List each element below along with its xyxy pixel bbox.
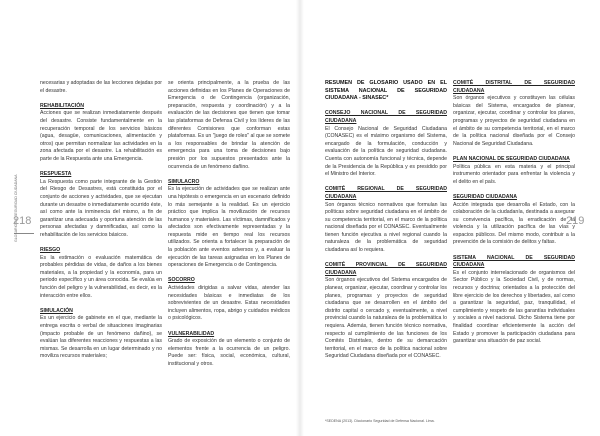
- footnote: *SEDENA (2013). Diccionario Seguridad de Defensa Nacional. Lima.: [325, 419, 435, 423]
- page-number-left: 218: [13, 215, 32, 227]
- glossary-entry: [40, 308, 162, 361]
- glossary-definition: Es la estimación o evaluación matemática de probables pérdidas de vidas, de daños a los bienes materiales, a la propiedad y la economía, para un periodo específico y un área conocida. Se evalúa en función del peligro y la vulnerabilidad, es decir, es la interacción entre ellos.: [40, 254, 162, 299]
- glossary-definition: necesarias y adoptadas de las lecciones dejadas por el desastre.: [40, 80, 162, 94]
- page-number-right: 219: [566, 215, 585, 227]
- glossary-term: PLAN NACIONAL DE SEGURIDAD CIUDADANA: [453, 155, 570, 162]
- glossary-entry: [168, 179, 290, 270]
- glossary-term: SISTEMA NACIONAL DE SEGURIDAD CIUDADANA: [453, 254, 575, 269]
- glossary-definition: Acciones que se realizan inmediatamente después del desastre. Consiste fundamentalmente en la recuperación temporal de los servicios básicos (agua, desagüe, comunicaciones, alimentación y otros) que permitan normalizar las actividades en la zona afectada por el desastre. La rehabilitación es parte de la Respuesta ante una Emergencia.: [40, 110, 162, 162]
- right-column-1: [325, 80, 447, 369]
- glossary-entry: [453, 194, 575, 247]
- glossary-definition: Son órganos ejecutivos y constituyen las células básicas del Sistema, encargados de planear, organizar, ejecutar, coordinar y controlar los planes, programas y proyectos de seguridad ciudadana en el ámbito de su competencia territorial, en el marco de la política nacional diseñada por el Consejo Nacional de Seguridad Ciudadana.: [453, 95, 575, 147]
- glossary-entry: [40, 247, 162, 300]
- glossary-definition: Actividades dirigidas a salvar vidas, atender las necesidades básicas e inmediatas de los sobrevivientes de un desastre. Estas necesidades incluyen alimentos, ropa, abrigo y cuidados médicos o psicológicos.: [168, 285, 290, 322]
- glossary-entry: [325, 262, 447, 361]
- right-column-2: [453, 80, 575, 353]
- glossary-definition: Son órganos ejecutivos del Sistema encargados de planear, organizar, ejecutar, coordinar y controlar los planes, programas y proyectos de seguridad ciudadana que se desarrollen en el ámbito del distrito capital o cercado y, eventualmente, a nivel provincial cuando la naturaleza de la problemática lo requiera. Además, tienen función técnico normativa, respecto al cumplimiento de las funciones de los Comités Distritales, dentro de su demarcación territorial, en el marco de la política nacional sobre Seguridad Ciudadana diseñada por el CONASEC.: [325, 277, 447, 360]
- page-gutter: [296, 0, 304, 436]
- glossary-entry: [40, 103, 162, 164]
- glossary-definition: Política pública en esta materia y el principal instrumento orientador para enfrentar la violencia y el delito en el país.: [453, 163, 575, 185]
- glossary-term: SIMULACRO: [168, 178, 200, 185]
- glossary-term: COMITÉ REGIONAL DE SEGURIDAD CIUDADANA: [325, 186, 447, 200]
- glossary-definition: Grado de exposición de un elemento o conjunto de elementos frente a la ocurrencia de un peligro. Puede ser: física, social, económica, cultural, institucional y otros.: [168, 338, 290, 367]
- glossary-entry: [40, 171, 162, 239]
- glossary-term: COMITÉ DISTRITAL DE SEGURIDAD CIUDADANA: [453, 80, 575, 94]
- glossary-term: RIESGO: [40, 247, 61, 254]
- glossary-term: VULNERABILIDAD: [168, 330, 215, 337]
- glossary-term: COMITÉ PROVINCIAL DE SEGURIDAD CIUDADANA: [325, 262, 447, 276]
- glossary-term: SIMULACIÓN: [40, 307, 73, 314]
- glossary-term: CONSEJO NACIONAL DE SEGURIDAD CIUDADANA: [325, 110, 447, 124]
- glossary-definition: Son órganos técnico normativos que formulan las políticas sobre seguridad ciudadana en el ámbito de su competencia territorial, en el marco de la política nacional diseñada por el CONASEC. Eventualmente tienen función ejecutiva a nivel regional cuando la naturaleza de la problemática de seguridad ciudadana así lo requiera.: [325, 201, 447, 254]
- glossary-entry: [168, 277, 290, 323]
- glossary-term: REHABILITACIÓN: [40, 102, 84, 109]
- glossary-definition: Es un ejercicio de gabinete en el que, mediante la entrega escrita o verbal de situaciones imaginarias (impacto probable de un fenómeno dañino), se evalúan las diferentes reacciones y respuestas a las mismas. Se desarrolla en un lugar determinado y no moviliza recursos materiales;: [40, 315, 162, 360]
- glossary-entry: [325, 110, 447, 178]
- glossary-definition: El Consejo Nacional de Seguridad Ciudadana (CONASEC) es el máximo organismo del Sistema, encargado de la formulación, conducción y evaluación de la política de seguridad ciudadana. Cuenta con autonomía funcional y técnica, depende de la Presidencia de la República y es presidido por el Ministro del Interior.: [325, 125, 447, 178]
- running-head: GLOSARIO DE SEGURIDAD CIUDADANA: [14, 174, 18, 242]
- glossary-definition: Es la ejecución de actividades que se realizan ante una hipótesis o emergencia en un escenario definido lo más semejante a la realidad. Es un ejercicio práctico que implica la movilización de recursos humanos y materiales. Las víctimas, damnificados y afectados son efectivamente representadas y la respuesta mide en tiempo real los recursos utilizados. Se orienta a fortalecer la preparación de la población ante eventos adversos y, a evaluar la ejecución de las tareas asignadas en los Planes de operaciones de Emergencia o de Contingencia.: [168, 186, 290, 269]
- glossary-entry: [40, 80, 162, 95]
- glossary-definition: se orienta principalmente, a la prueba de las acciones definidas en los Planes de Operaciones de Emergencia o de Contingencia (organización, preparación, respuesta y coordinación) y a la evaluación de las decisiones que tienen que tomar las plataformas de Defensa Civil y los líderes de las diferentes Comisiones que conforman estas plataformas. Es un "juego de roles" al que se somete a los responsables de brindar la atención de emergencia para una toma de decisiones bajo presión por los supuestos presentados ante la ocurrencia de un fenómeno dañino.: [168, 80, 290, 170]
- glossary-entry: [168, 80, 290, 171]
- glossary-definition: La Respuesta como parte integrante de la Gestión del Riesgo de Desastres, está constituida por el conjunto de acciones y actividades, que se ejecutan durante un desastre o inmediatamente ocurrido éste, así como ante la inminencia del mismo, a fin de garantizar una adecuada y oportuna atención de las personas afectadas y damnificadas, así como la rehabilitación de los servicios básicos.: [40, 178, 162, 238]
- glossary-entry: [325, 186, 447, 254]
- glossary-definition: Es el conjunto interrelacionado de organismos del Sector Público y la Sociedad Civil, y de normas, recursos y doctrina; orientados a la protección del libre ejercicio de los derechos y libertades, así como a garantizar la seguridad, paz, tranquilidad, el cumplimiento y respeto de las garantías individuales y sociales a nivel nacional. Dicho Sistema tiene por finalidad coordinar eficientemente la acción del Estado y promover la participación ciudadana para garantizar una situación de paz social.: [453, 269, 575, 345]
- glossary-entry: [453, 80, 575, 148]
- glossary-entry: [168, 331, 290, 369]
- glossary-entry: [453, 156, 575, 186]
- glossary-term: SEGURIDAD CIUDADANA: [453, 193, 517, 200]
- glossary-term: RESPUESTA: [40, 171, 72, 178]
- left-column-1: [40, 80, 162, 369]
- glossary-term: SOCORRO: [168, 277, 195, 284]
- glossary-definition: Acción integrada que desarrolla el Estado, con la colaboración de la ciudadanía, destinada a asegurar su convivencia pacífica, la erradicación de la violencia y la utilización pacífica de las vías y espacios públicos. Del mismo modo, contribuir a la prevención de la comisión de delitos y faltas.: [453, 201, 575, 246]
- glossary-entry: [453, 255, 575, 346]
- left-column-2: [168, 80, 290, 376]
- glossary-title: RESUMEN DE GLOSARIO USADO EN EL SISTEMA NACIONAL DE SEGURIDAD CIUDADANA - SINASEC*: [325, 80, 447, 102]
